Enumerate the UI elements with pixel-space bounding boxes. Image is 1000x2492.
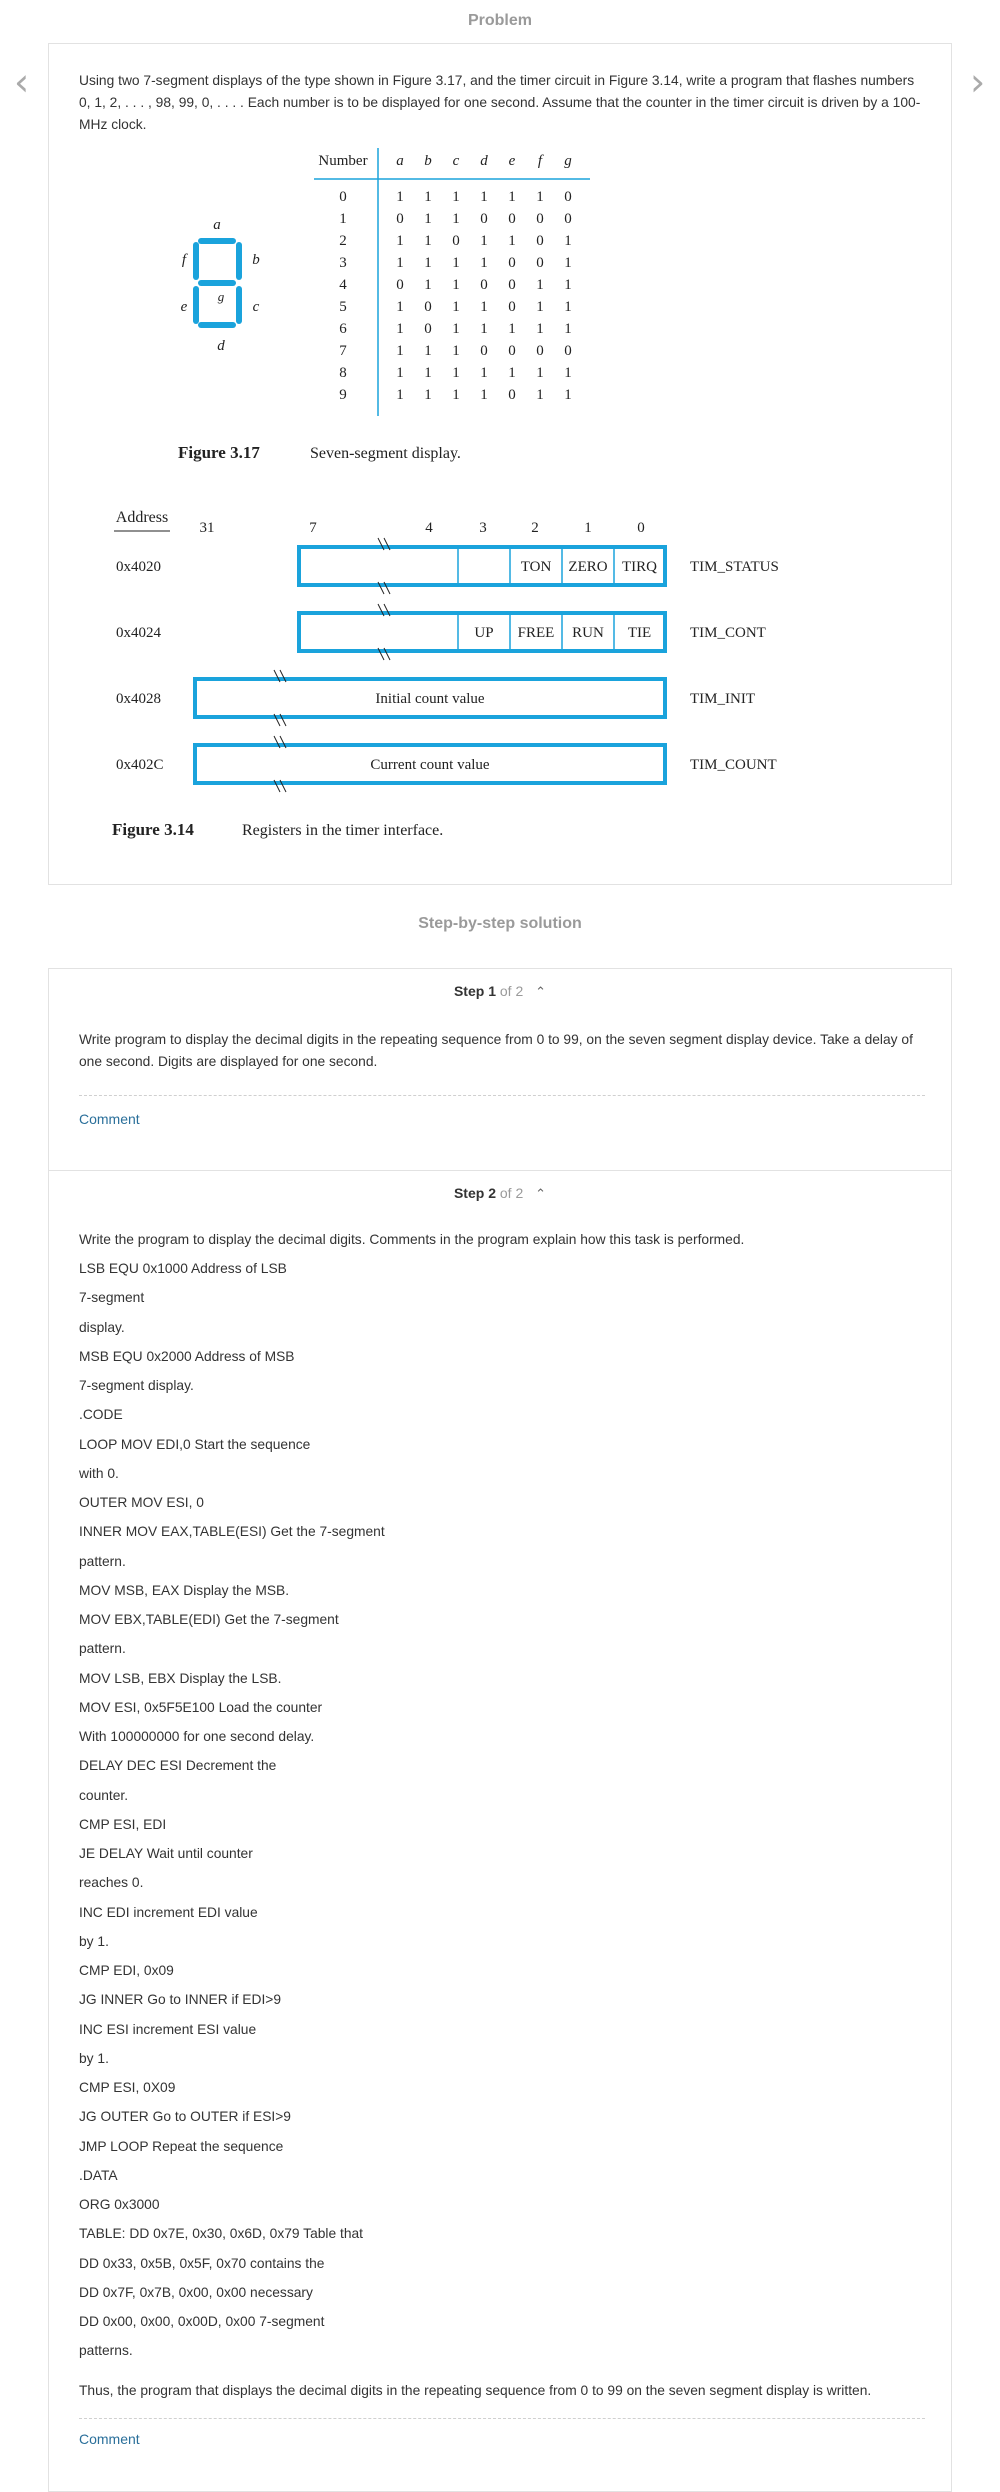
bit-cell: 1: [396, 321, 404, 337]
segment-truth-table: [314, 148, 590, 416]
step-1-title[interactable]: [49, 983, 951, 1000]
bit-cell: 0: [564, 343, 572, 359]
figure-3-17-label: Figure 3.17: [178, 443, 260, 462]
segment-header: d: [480, 153, 488, 169]
register-value: Initial count value: [375, 691, 485, 707]
segment-header: e: [508, 153, 516, 169]
code-line: MOV LSB, EBX Display the LSB.: [79, 1670, 282, 1686]
bit-cell: 1: [564, 387, 572, 403]
register-address: 0x4020: [116, 559, 161, 575]
bit-cell: 1: [480, 387, 488, 403]
register-field: TIRQ: [622, 559, 657, 575]
step-1-number: Step 1: [453, 983, 496, 999]
bit-cell: 1: [508, 233, 516, 249]
label-g: g: [217, 289, 225, 304]
segment-e: [193, 286, 199, 324]
step-2-intro: Write the program to display the decimal digits. Comments in the program explain how this task is performed.: [79, 1232, 745, 1247]
bit-cell: 0: [480, 211, 488, 227]
bit-cell: 1: [452, 365, 460, 381]
register-field: UP: [474, 625, 494, 641]
register-value: Current count value: [370, 757, 490, 773]
chevron-up-icon[interactable]: ⌃: [535, 1187, 547, 1202]
figure-3-17-caption: Seven-segment display.: [310, 445, 461, 462]
register-address: 0x4024: [116, 625, 161, 641]
register-field: TON: [520, 559, 552, 575]
number-cell: 6: [339, 321, 347, 337]
code-line: ORG 0x3000: [79, 2197, 160, 2212]
code-line: pattern.: [79, 1553, 126, 1569]
bit-cell: 0: [452, 233, 460, 249]
step-1-panel: [48, 968, 952, 1171]
register-box: [299, 547, 665, 585]
bit-cell: 1: [424, 211, 432, 227]
step-1-comment-link[interactable]: Comment: [79, 1111, 140, 1127]
code-line: JG OUTER Go to OUTER if ESI>9: [79, 2109, 291, 2125]
code-line: TABLE: DD 0x7E, 0x30, 0x6D, 0x79 Table that: [79, 2226, 364, 2242]
number-cell: 4: [339, 277, 347, 293]
bit-cell: 1: [564, 365, 572, 381]
bit-cell: 1: [452, 277, 460, 293]
bit-label: 4: [425, 520, 433, 536]
code-line: JG INNER Go to INNER if EDI>9: [79, 1992, 282, 2008]
bit-cell: 1: [564, 233, 572, 249]
bit-cell: 0: [480, 343, 488, 359]
code-line: by 1.: [79, 2050, 109, 2066]
code-line: CMP EDI, 0x09: [79, 1963, 174, 1978]
bit-label: 2: [531, 520, 539, 536]
number-cell: 3: [339, 255, 347, 271]
code-line: CMP ESI, 0X09: [79, 2080, 176, 2095]
segment-header: g: [564, 153, 572, 169]
bit-cell: 1: [536, 365, 544, 381]
bit-cell: 1: [424, 365, 432, 381]
label-b: b: [252, 252, 260, 268]
bit-cell: 0: [424, 321, 432, 337]
label-c: c: [252, 299, 260, 315]
bit-cell: 1: [480, 321, 488, 337]
step-2-of: of 2: [499, 1185, 524, 1201]
code-line: LSB EQU 0x1000 Address of LSB: [79, 1261, 287, 1276]
bit-cell: 1: [424, 387, 432, 403]
code-line: with 0.: [79, 1465, 119, 1481]
bit-cell: 1: [564, 299, 572, 315]
step-1-divider: [79, 1095, 925, 1096]
code-line: MOV MSB, EAX Display the MSB.: [79, 1582, 290, 1598]
step-1-text: Write program to display the decimal digits in the repeating sequence from 0 to 99, on the seven segment display device. Take a delay of one second. Digits are displayed for one second.: [79, 1032, 913, 1069]
code-line: LOOP MOV EDI,0 Start the sequence: [79, 1436, 311, 1452]
code-line: JE DELAY Wait until counter: [79, 1846, 253, 1861]
bit-cell: 1: [536, 321, 544, 337]
register-field: FREE: [517, 625, 555, 641]
code-line: MOV EBX,TABLE(EDI) Get the 7-segment: [79, 1612, 339, 1627]
code-line: .DATA: [79, 2167, 118, 2183]
bit-cell: 0: [480, 277, 488, 293]
step-1-of: of 2: [499, 983, 524, 999]
register-field: RUN: [572, 625, 604, 641]
bit-cell: 1: [452, 321, 460, 337]
figure-3-17: [160, 140, 640, 470]
segment-header: c: [452, 153, 460, 169]
figure-3-14-label: Figure 3.14: [112, 820, 194, 839]
bit-cell: 1: [536, 299, 544, 315]
bit-label: 1: [584, 520, 592, 536]
bit-cell: 1: [424, 343, 432, 359]
bit-cell: 0: [508, 299, 516, 315]
bit-cell: 1: [396, 233, 404, 249]
segment-d: [198, 322, 236, 328]
bit-cell: 1: [480, 255, 488, 271]
bit-cell: 0: [536, 255, 544, 271]
step-2-title[interactable]: [49, 1185, 951, 1202]
code-line: pattern.: [79, 1641, 126, 1657]
code-line: INNER MOV EAX,TABLE(ESI) Get the 7-segment: [79, 1524, 385, 1540]
bit-cell: 1: [536, 387, 544, 403]
register-diagram: [114, 509, 779, 792]
bit-cell: 1: [396, 299, 404, 315]
number-cell: 1: [339, 211, 347, 227]
bit-cell: 0: [536, 211, 544, 227]
bit-cell: 1: [452, 343, 460, 359]
figure-3-14-caption: Registers in the timer interface.: [242, 822, 444, 839]
bit-cell: 0: [396, 277, 404, 293]
bit-cell: 1: [452, 387, 460, 403]
bit-cell: 1: [564, 277, 572, 293]
label-a: a: [213, 217, 221, 233]
bit-cell: 1: [480, 299, 488, 315]
bit-cell: 1: [452, 211, 460, 227]
bit-cell: 1: [396, 255, 404, 271]
bit-label: 3: [479, 520, 487, 536]
segment-header: a: [396, 153, 404, 169]
bit-cell: 1: [452, 299, 460, 315]
code-line: DD 0x00, 0x00, 0x00D, 0x00 7-segment: [79, 2314, 325, 2329]
bit-label: 31: [199, 520, 215, 536]
code-line: DD 0x7F, 0x7B, 0x00, 0x00 necessary: [79, 2284, 313, 2300]
bit-cell: 1: [480, 189, 488, 205]
bit-cell: 0: [508, 255, 516, 271]
step-2-divider: [79, 2418, 925, 2419]
code-line: INC EDI increment EDI value: [79, 1904, 258, 1920]
code-line: by 1.: [79, 1933, 109, 1949]
code-line: .CODE: [79, 1407, 123, 1423]
bit-cell: 1: [396, 365, 404, 381]
bit-cell: 1: [396, 343, 404, 359]
bit-cell: 0: [508, 387, 516, 403]
bit-cell: 0: [508, 343, 516, 359]
bit-label: 0: [637, 520, 645, 536]
bit-cell: 1: [424, 277, 432, 293]
bit-cell: 0: [508, 277, 516, 293]
bit-cell: 0: [396, 211, 404, 227]
next-arrow-icon[interactable]: ›: [970, 60, 986, 104]
segment-header: b: [424, 153, 432, 169]
bit-cell: 1: [424, 189, 432, 205]
bit-cell: 0: [424, 299, 432, 315]
bit-cell: 1: [536, 277, 544, 293]
segment-header: f: [537, 153, 543, 169]
register-name: TIM_COUNT: [690, 757, 777, 773]
number-cell: 2: [339, 233, 347, 249]
code-line: reaches 0.: [79, 1875, 144, 1891]
label-f: f: [181, 252, 187, 268]
bit-cell: 1: [508, 321, 516, 337]
number-cell: 8: [339, 365, 347, 381]
code-line: counter.: [79, 1787, 129, 1803]
bit-cell: 1: [564, 255, 572, 271]
number-header: Number: [318, 153, 368, 169]
bit-cell: 1: [424, 233, 432, 249]
code-line: CMP ESI, EDI: [79, 1816, 167, 1832]
register-name: TIM_STATUS: [690, 559, 779, 575]
number-cell: 7: [339, 343, 347, 359]
step-2-conclusion: Thus, the program that displays the decimal digits in the repeating sequence from 0 to 99 on the seven segment display is written.: [79, 2383, 872, 2398]
register-address: 0x402C: [116, 757, 164, 773]
code-line: MSB EQU 0x2000 Address of MSB: [79, 1348, 295, 1364]
seven-segment-glyph: [181, 217, 261, 354]
segment-b: [236, 242, 242, 280]
bit-cell: 1: [424, 255, 432, 271]
bit-cell: 1: [508, 365, 516, 381]
solution-header: Step-by-step solution: [418, 915, 582, 932]
bit-cell: 1: [396, 387, 404, 403]
register-field: ZERO: [568, 559, 608, 575]
code-line: DELAY DEC ESI Decrement the: [79, 1758, 277, 1774]
step-2-number: Step 2: [453, 1185, 496, 1201]
register-address: 0x4028: [116, 691, 161, 707]
code-line: 7-segment: [79, 1290, 145, 1306]
bit-cell: 1: [452, 189, 460, 205]
bit-cell: 1: [536, 189, 544, 205]
label-e: e: [180, 299, 188, 315]
code-line: DD 0x33, 0x5B, 0x5F, 0x70 contains the: [79, 2255, 325, 2271]
segment-g: [198, 280, 236, 286]
bit-cell: 1: [480, 365, 488, 381]
bit-cell: 1: [396, 189, 404, 205]
label-d: d: [217, 338, 225, 354]
bit-cell: 0: [564, 189, 572, 205]
code-line: patterns.: [79, 2343, 133, 2359]
code-line: display.: [79, 1319, 125, 1335]
problem-header: Problem: [467, 12, 532, 29]
segment-a: [198, 238, 236, 244]
number-cell: 9: [339, 387, 347, 403]
code-line: JMP LOOP Repeat the sequence: [79, 2138, 284, 2154]
bit-cell: 0: [564, 211, 572, 227]
prev-arrow-icon[interactable]: ‹: [14, 60, 30, 104]
register-name: TIM_INIT: [690, 691, 755, 707]
bit-cell: 0: [536, 233, 544, 249]
figure-3-14: [100, 505, 820, 845]
problem-text: Using two 7-segment displays of the type shown in Figure 3.17, and the timer circuit in Figure 3.14, write a program that flashes numbers 0, 1, 2, . . . , 98, 99, 0, . . . . Each number is to be displayed for one second. Assume that the counter in the timer circuit is driven by a 100-MHz clock.: [79, 73, 921, 132]
number-cell: 0: [339, 189, 347, 205]
address-header: Address: [115, 509, 169, 526]
chevron-up-icon[interactable]: ⌃: [535, 985, 547, 1000]
bit-cell: 0: [508, 211, 516, 227]
bit-label: 7: [309, 520, 317, 536]
code-line: MOV ESI, 0x5F5E100 Load the counter: [79, 1699, 323, 1715]
number-cell: 5: [339, 299, 347, 315]
bit-cell: 1: [480, 233, 488, 249]
register-field: TIE: [627, 625, 652, 641]
segment-f: [193, 242, 199, 280]
code-line: With 100000000 for one second delay.: [79, 1729, 315, 1744]
register-name: TIM_CONT: [690, 625, 766, 641]
bit-cell: 1: [508, 189, 516, 205]
step-2-comment-link[interactable]: Comment: [79, 2431, 140, 2447]
segment-c: [236, 286, 242, 324]
bit-cell: 1: [564, 321, 572, 337]
code-line: OUTER MOV ESI, 0: [79, 1495, 204, 1510]
code-line: INC ESI increment ESI value: [79, 2021, 257, 2037]
code-line: 7-segment display.: [79, 1378, 194, 1393]
bit-cell: 0: [536, 343, 544, 359]
bit-cell: 1: [452, 255, 460, 271]
